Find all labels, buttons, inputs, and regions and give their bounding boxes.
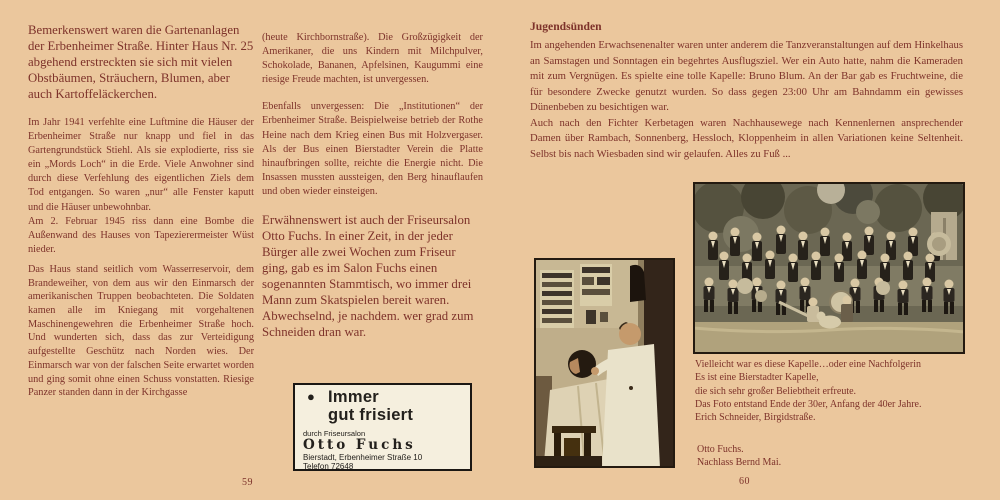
ad-headline-line2: gut frisiert: [328, 406, 414, 424]
credit-line: Nachlass Bernd Mai.: [697, 457, 782, 469]
section-heading: Jugendsünden: [530, 20, 602, 33]
ad-headline-line1: Immer: [328, 388, 380, 406]
credit-line: Otto Fuchs.: [697, 444, 744, 455]
intro-paragraph: Bemerkenswert waren die Gartenanlagen der Erbenheimer Straße. Hinter Haus Nr. 25 abgehend erstreckten sie sich mit vielen Obstbäumen, Sträuchern, Blumen, aber auch Kartoffeläckerchen.: [28, 23, 254, 101]
right-page-text: [530, 20, 963, 162]
caption-line: Das Foto entstand Ende der 30er, Anfang der 40er Jahre.: [695, 398, 922, 410]
caption-line: Es ist eine Bierstadter Kapelle,: [695, 372, 819, 384]
left-page-column-2: [262, 31, 483, 353]
page-number-59: 59: [242, 477, 253, 488]
paragraph-amerikaner: (heute Kirchbornstraße). Die Großzügigkeit der Amerikaner, die uns Kindern mit Milchpulver, Schokolade, Bananen, Apfelsinen, Kaugummi eine riesige Freude machten, ist unvergessen.: [262, 32, 483, 86]
ad-subline: durch Friseursalon: [303, 429, 366, 438]
caption-line: Vielleicht war es diese Kapelle…oder eine Nachfolgerin: [695, 359, 921, 370]
ad-address: Bierstadt, Erbenheimer Straße 10: [303, 453, 423, 462]
paragraph-friseursalon: Erwähnenswert ist auch der Friseursalon Otto Fuchs. In einer Zeit, in der jeder Bürger alle zwei Wochen zum Friseur ging, gab es im Salon Fuchs einen sogenannten Stammtisch, wo immer drei Mann zum Skatspielen bereit waren. Abwechselnd, je nachdem. wer grad zum Schneiden dran war.: [262, 213, 474, 340]
left-page-column-1: [28, 22, 254, 400]
barber-advertisement: [293, 383, 472, 471]
paragraph-institutionen: Ebenfalls unvergessen: Die „Institutionen“ der Erbenheimer Straße. Beispielweise betrieb der Rothe Heine nach dem Krieg einen Bus mit Holzvergaser. Als der Bus einen Bierstadter Verein die Platte hinaufbringen sollte, reichte die Energie nicht. Die Insassen mussten aussteigen, den Berg hinauflaufen und oben wieder einsteigen.: [262, 101, 483, 197]
ad-salon-name: Otto Fuchs: [303, 437, 416, 453]
caption-line: die sich sehr großer Beliebtheit erfreute.: [695, 385, 857, 397]
caption-line: Erich Schneider, Birgidstraße.: [695, 412, 816, 424]
band-photo-caption: [695, 358, 985, 424]
paragraph-tanzveranstaltungen: Im angehenden Erwachsenenalter waren unter anderem die Tanzveranstaltungen auf dem Hinkelhaus an Samstagen und Sonntagen ein begehrtes Ausflugsziel. Wer ein Auto hatte, nahm die Kameraden mit zum Vergnügen. Es spielte eine tolle Kapelle: Bruno Blum. An der Bar gab es Fruchtweine, die für besondere Zwecke genutzt wurden. So dass gegen 23:00 Uhr am Bahndamm ein gewisses Dünenbeben zu besichtigen war.: [530, 39, 963, 113]
ad-bullet-icon: ●: [307, 389, 315, 404]
paragraph-luftmine: Im Jahr 1941 verfehlte eine Luftmine die Häuser der Erbenheimer Straße nur knapp und fiel in das Gartengrundstück Stiehl. Als sie explodierte, riss sie ein „Mords Loch“ in die Erde. Viele Anwohner sind durch diese Verfehlung des eigentlichen Ziels dem Tod entgangen. So waren „nur“ alle Fenster kaputt und die Häuser unbewohnbar.: [28, 117, 254, 213]
barber-shop-photo: [534, 258, 675, 468]
paragraph-kerbetage: Auch nach den Fichter Kerbetagen waren Nachhausewege nach Kennenlernen ansprechender Damen über Rambach, Sonnenberg, Hessloch, Kloppenheim in allen Variationen keine Seltenheit. Selbst bis nach Wiesbaden sind wir gelaufen. Alles zu Fuß ...: [530, 116, 963, 160]
paragraph-bombe: Am 2. Februar 1945 riss dann eine Bombe die Außenwand des Hauses von Tapezierermeister Wüst nieder.: [28, 215, 254, 255]
barber-photo-credit: [697, 443, 897, 470]
brass-band-photo: [693, 182, 965, 354]
ad-phone: Telefon 72648: [303, 462, 354, 471]
page-number-60: 60: [739, 476, 750, 487]
paragraph-einmarsch: Das Haus stand seitlich vom Wasserreservoir, dem Brandeweiher, von dem aus wir den Einmarsch der amerikanischen Truppen beobachteten. Die Soldaten kamen alle im Kniegang mit vorgehaltenen Maschinengewehren die Erbenheimer Straße hoch. Und wunderten sich, dass das zur Verteidigung aufgestellte Geschütz nach Norden wies. Der Einmarsch war von der falschen Seite erwartet worden und ging somit ohne einen Schuss vonstatten. Riesige Panzer standen dann in der Kirchgasse: [28, 263, 254, 399]
